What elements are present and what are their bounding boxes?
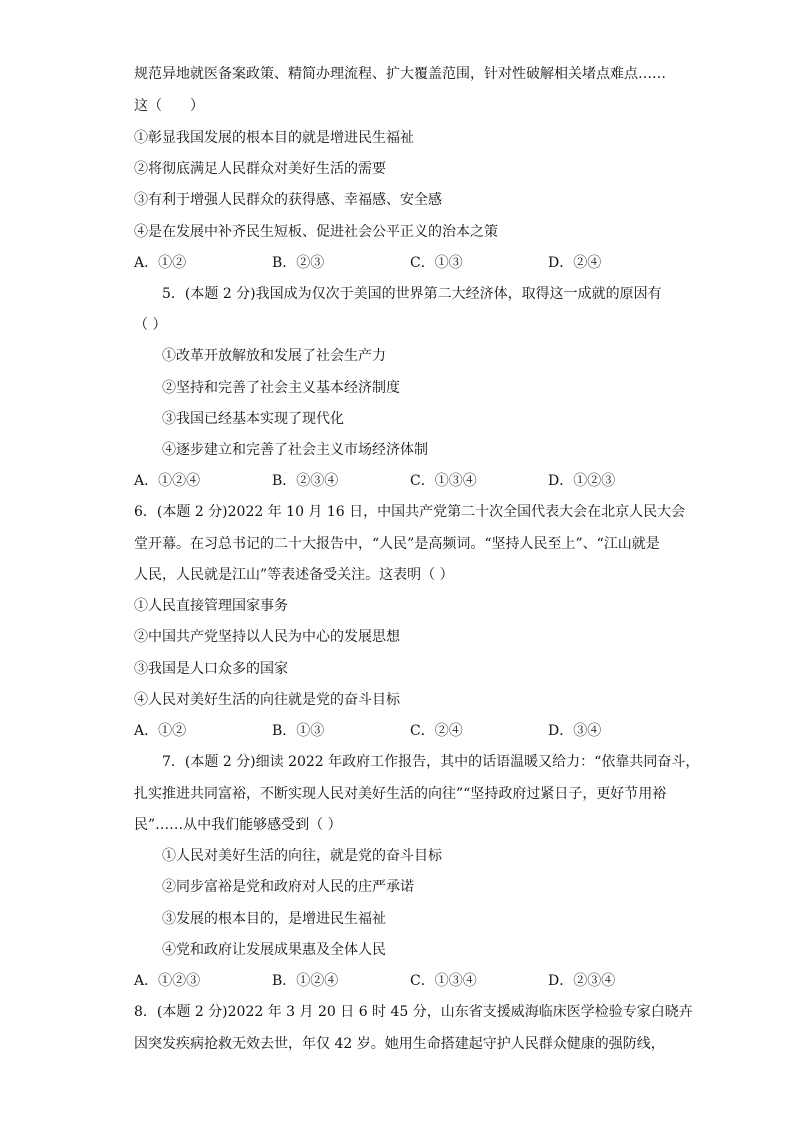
q5-option-d[interactable]: D．①②③ bbox=[548, 473, 616, 489]
q7-statement-2: ②同步富裕是党和政府对人民的庄严承诺 bbox=[162, 879, 414, 895]
q6-option-a[interactable]: A．①② bbox=[134, 723, 187, 739]
q6-statement-4: ④人民对美好生活的向往就是党的奋斗目标 bbox=[134, 692, 400, 708]
q7-stem-line-1: 7．(本题 2 分)细读 2022 年政府工作报告，其中的话语温暖又给力：“依靠共同奋斗， bbox=[162, 754, 700, 770]
q4-option-d[interactable]: D．②④ bbox=[548, 255, 602, 271]
q6-stem-line-2: 堂开幕。在习总书记的二十大报告中，“人民”是高频词。“坚持人民至上”、“江山就是 bbox=[134, 536, 660, 552]
q6-stem-line-3: 人民，人民就是江山”等表述备受关注。这表明（ ） bbox=[134, 567, 454, 583]
q6-stem-line-1: 6．(本题 2 分)2022 年 10 月 16 日，中国共产党第二十次全国代表大会在北京人民大会 bbox=[134, 504, 686, 520]
q4-statement-3: ③有利于增强人民群众的获得感、幸福感、安全感 bbox=[134, 192, 442, 208]
q5-statement-2: ②坚持和完善了社会主义基本经济制度 bbox=[162, 380, 400, 396]
q4-statement-4: ④是在发展中补齐民生短板、促进社会公平正义的治本之策 bbox=[134, 224, 498, 240]
q7-option-b[interactable]: B．①②④ bbox=[272, 973, 339, 989]
q7-option-c[interactable]: C．①③④ bbox=[410, 973, 477, 989]
q5-stem-line-2: （ ） bbox=[134, 317, 167, 333]
q5-option-b[interactable]: B．②③④ bbox=[272, 473, 339, 489]
q6-statement-3: ③我国是人口众多的国家 bbox=[134, 661, 288, 677]
q5-options bbox=[134, 471, 734, 491]
q7-options bbox=[134, 971, 734, 991]
q7-statement-3: ③发展的根本目的，是增进民生福祉 bbox=[162, 911, 386, 927]
q4-option-c[interactable]: C．①③ bbox=[410, 255, 463, 271]
q4-stem-line-1: 规范异地就医备案政策、精简办理流程、扩大覆盖范围，针对性破解相关堵点难点…… bbox=[134, 66, 666, 82]
q6-option-d[interactable]: D．③④ bbox=[548, 723, 602, 739]
q6-option-c[interactable]: C．②④ bbox=[410, 723, 463, 739]
q4-stem-line-2: 这（ ） bbox=[134, 98, 204, 114]
q8-stem-line-2: 因突发疾病抢救无效去世，年仅 42 岁。她用生命搭建起守护人民群众健康的强防线， bbox=[134, 1036, 665, 1052]
q4-statement-2: ②将彻底满足人民群众对美好生活的需要 bbox=[134, 161, 386, 177]
q8-stem-line-1: 8．(本题 2 分)2022 年 3 月 20 日 6 时 45 分，山东省支援威海临床医学检验专家白晓卉 bbox=[134, 1004, 693, 1020]
q7-stem-line-3: 民”……从中我们能够感受到（ ） bbox=[134, 817, 342, 833]
q4-statement-1: ①彰显我国发展的根本目的就是增进民生福祉 bbox=[134, 130, 414, 146]
q6-option-b[interactable]: B．①③ bbox=[272, 723, 325, 739]
q5-statement-3: ③我国已经基本实现了现代化 bbox=[162, 411, 344, 427]
q6-options bbox=[134, 721, 734, 741]
q5-option-a[interactable]: A．①②④ bbox=[134, 473, 201, 489]
q4-options bbox=[134, 253, 734, 273]
q6-statement-1: ①人民直接管理国家事务 bbox=[134, 598, 288, 614]
q5-option-c[interactable]: C．①③④ bbox=[410, 473, 477, 489]
q6-statement-2: ②中国共产党坚持以人民为中心的发展思想 bbox=[134, 629, 400, 645]
q4-option-b[interactable]: B．②③ bbox=[272, 255, 325, 271]
q5-stem-line-1: 5．(本题 2 分)我国成为仅次于美国的世界第二大经济体，取得这一成就的原因有 bbox=[162, 286, 662, 302]
q5-statement-1: ①改革开放解放和发展了社会生产力 bbox=[162, 348, 386, 364]
q4-option-a[interactable]: A．①② bbox=[134, 255, 187, 271]
q7-statement-1: ①人民对美好生活的向往，就是党的奋斗目标 bbox=[162, 848, 442, 864]
q7-stem-line-2: 扎实推进共同富裕，不断实现人民对美好生活的向往”“坚持政府过紧日子，更好节用裕 bbox=[134, 786, 667, 802]
q7-option-a[interactable]: A．①②③ bbox=[134, 973, 201, 989]
q7-statement-4: ④党和政府让发展成果惠及全体人民 bbox=[162, 942, 386, 958]
q7-option-d[interactable]: D．②③④ bbox=[548, 973, 616, 989]
q5-statement-4: ④逐步建立和完善了社会主义市场经济体制 bbox=[162, 442, 428, 458]
